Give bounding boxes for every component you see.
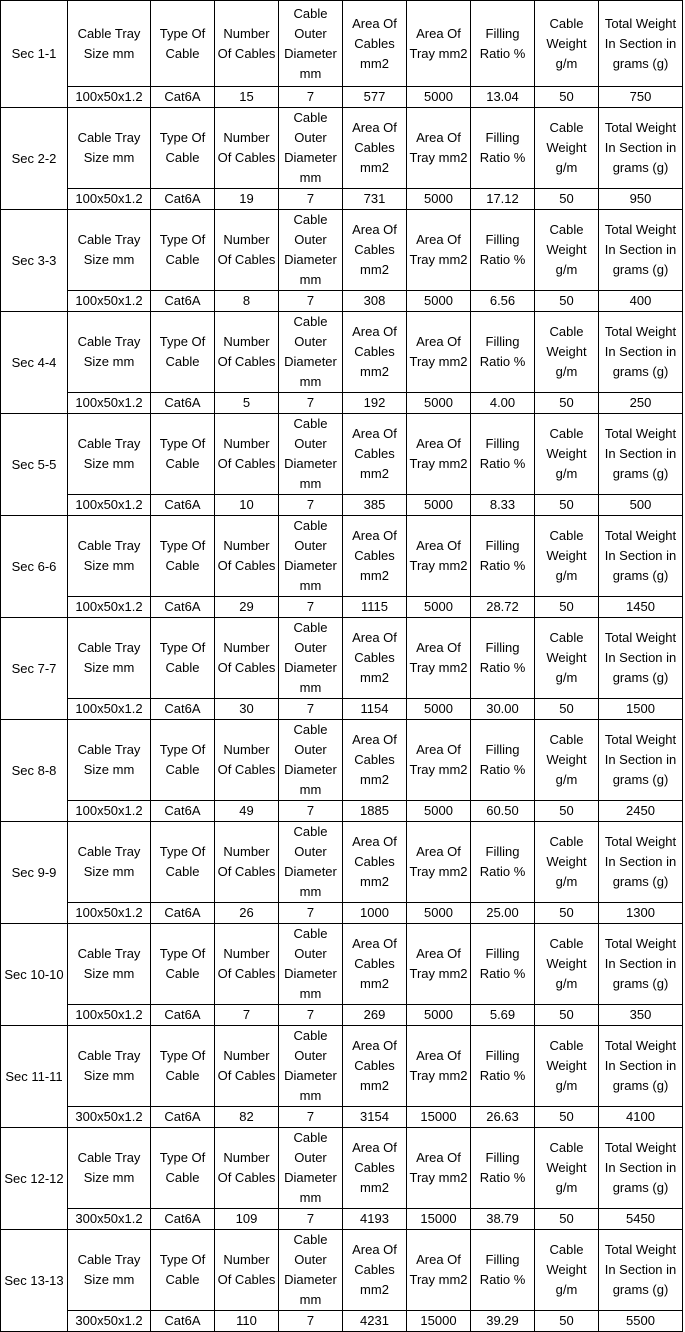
header-filling-ratio: Filling Ratio % [471, 516, 535, 597]
value-outer-diameter: 7 [279, 87, 343, 108]
section-value-row [1, 393, 683, 414]
value-cables-area: 1000 [343, 903, 407, 924]
value-tray-area: 5000 [407, 291, 471, 312]
section-header-row [1, 618, 683, 699]
value-outer-diameter: 7 [279, 189, 343, 210]
section-value-row [1, 189, 683, 210]
header-cable-weight: Cable Weight g/m [535, 924, 599, 1005]
value-cable-count: 5 [215, 393, 279, 414]
value-cable-weight: 50 [535, 291, 599, 312]
value-filling-ratio: 26.63 [471, 1107, 535, 1128]
value-cable-type: Cat6A [151, 87, 215, 108]
header-tray-size: Cable Tray Size mm [68, 720, 151, 801]
section-label: Sec 11-11 [1, 1026, 68, 1128]
value-cables-area: 192 [343, 393, 407, 414]
header-tray-size: Cable Tray Size mm [68, 516, 151, 597]
header-total-weight: Total Weight In Section in grams (g) [599, 720, 683, 801]
value-filling-ratio: 30.00 [471, 699, 535, 720]
header-filling-ratio: Filling Ratio % [471, 108, 535, 189]
value-cable-type: Cat6A [151, 495, 215, 516]
header-cable-type: Type Of Cable [151, 618, 215, 699]
value-tray-area: 5000 [407, 393, 471, 414]
header-cable-count: Number Of Cables [215, 1230, 279, 1311]
value-total-weight: 750 [599, 87, 683, 108]
value-tray-size: 100x50x1.2 [68, 495, 151, 516]
value-cables-area: 1885 [343, 801, 407, 822]
value-outer-diameter: 7 [279, 597, 343, 618]
header-outer-diameter: Cable Outer Diameter mm [279, 618, 343, 699]
value-cable-count: 82 [215, 1107, 279, 1128]
header-tray-size: Cable Tray Size mm [68, 414, 151, 495]
header-total-weight: Total Weight In Section in grams (g) [599, 1, 683, 87]
value-tray-area: 5000 [407, 189, 471, 210]
header-cables-area: Area Of Cables mm2 [343, 618, 407, 699]
value-outer-diameter: 7 [279, 1107, 343, 1128]
header-cables-area: Area Of Cables mm2 [343, 822, 407, 903]
value-filling-ratio: 60.50 [471, 801, 535, 822]
header-cable-weight: Cable Weight g/m [535, 312, 599, 393]
header-cable-count: Number Of Cables [215, 618, 279, 699]
value-cable-weight: 50 [535, 699, 599, 720]
value-cables-area: 731 [343, 189, 407, 210]
header-outer-diameter: Cable Outer Diameter mm [279, 1128, 343, 1209]
header-tray-area: Area Of Tray mm2 [407, 312, 471, 393]
header-cable-weight: Cable Weight g/m [535, 1230, 599, 1311]
header-tray-area: Area Of Tray mm2 [407, 1, 471, 87]
section-header-row [1, 108, 683, 189]
header-cable-weight: Cable Weight g/m [535, 210, 599, 291]
value-total-weight: 400 [599, 291, 683, 312]
value-cable-count: 30 [215, 699, 279, 720]
value-cable-type: Cat6A [151, 291, 215, 312]
value-tray-area: 5000 [407, 1005, 471, 1026]
header-total-weight: Total Weight In Section in grams (g) [599, 924, 683, 1005]
value-cables-area: 4231 [343, 1311, 407, 1332]
value-cable-type: Cat6A [151, 1107, 215, 1128]
value-outer-diameter: 7 [279, 1209, 343, 1230]
section-value-row [1, 699, 683, 720]
header-cables-area: Area Of Cables mm2 [343, 720, 407, 801]
value-cable-weight: 50 [535, 189, 599, 210]
value-filling-ratio: 28.72 [471, 597, 535, 618]
header-filling-ratio: Filling Ratio % [471, 822, 535, 903]
header-total-weight: Total Weight In Section in grams (g) [599, 1128, 683, 1209]
value-cable-count: 15 [215, 87, 279, 108]
value-tray-area: 5000 [407, 903, 471, 924]
header-cable-count: Number Of Cables [215, 1026, 279, 1107]
value-tray-size: 300x50x1.2 [68, 1311, 151, 1332]
header-cables-area: Area Of Cables mm2 [343, 414, 407, 495]
header-cable-count: Number Of Cables [215, 822, 279, 903]
header-filling-ratio: Filling Ratio % [471, 924, 535, 1005]
header-tray-area: Area Of Tray mm2 [407, 1026, 471, 1107]
header-cable-weight: Cable Weight g/m [535, 1026, 599, 1107]
header-total-weight: Total Weight In Section in grams (g) [599, 516, 683, 597]
header-outer-diameter: Cable Outer Diameter mm [279, 1230, 343, 1311]
section-header-row [1, 1026, 683, 1107]
value-cable-type: Cat6A [151, 699, 215, 720]
section-label: Sec 2-2 [1, 108, 68, 210]
value-total-weight: 1500 [599, 699, 683, 720]
header-outer-diameter: Cable Outer Diameter mm [279, 720, 343, 801]
value-cable-type: Cat6A [151, 1209, 215, 1230]
section-label: Sec 10-10 [1, 924, 68, 1026]
value-outer-diameter: 7 [279, 903, 343, 924]
header-outer-diameter: Cable Outer Diameter mm [279, 108, 343, 189]
header-tray-size: Cable Tray Size mm [68, 1026, 151, 1107]
value-cables-area: 4193 [343, 1209, 407, 1230]
header-total-weight: Total Weight In Section in grams (g) [599, 1026, 683, 1107]
section-value-row [1, 1209, 683, 1230]
header-cable-count: Number Of Cables [215, 414, 279, 495]
value-tray-area: 15000 [407, 1311, 471, 1332]
header-cable-type: Type Of Cable [151, 516, 215, 597]
header-cables-area: Area Of Cables mm2 [343, 1230, 407, 1311]
header-total-weight: Total Weight In Section in grams (g) [599, 822, 683, 903]
value-outer-diameter: 7 [279, 1311, 343, 1332]
value-tray-size: 100x50x1.2 [68, 597, 151, 618]
value-filling-ratio: 13.04 [471, 87, 535, 108]
header-tray-area: Area Of Tray mm2 [407, 618, 471, 699]
header-cable-weight: Cable Weight g/m [535, 618, 599, 699]
section-header-row [1, 210, 683, 291]
header-cables-area: Area Of Cables mm2 [343, 1128, 407, 1209]
header-filling-ratio: Filling Ratio % [471, 1026, 535, 1107]
value-outer-diameter: 7 [279, 495, 343, 516]
section-header-row [1, 1128, 683, 1209]
header-tray-area: Area Of Tray mm2 [407, 108, 471, 189]
section-header-row [1, 516, 683, 597]
section-label: Sec 12-12 [1, 1128, 68, 1230]
header-cable-count: Number Of Cables [215, 312, 279, 393]
value-tray-area: 5000 [407, 699, 471, 720]
header-outer-diameter: Cable Outer Diameter mm [279, 1026, 343, 1107]
header-cable-weight: Cable Weight g/m [535, 822, 599, 903]
section-header-row [1, 1, 683, 87]
header-total-weight: Total Weight In Section in grams (g) [599, 1230, 683, 1311]
value-cables-area: 3154 [343, 1107, 407, 1128]
value-cable-count: 26 [215, 903, 279, 924]
value-tray-area: 5000 [407, 597, 471, 618]
value-total-weight: 950 [599, 189, 683, 210]
section-value-row [1, 87, 683, 108]
value-cable-type: Cat6A [151, 1005, 215, 1026]
header-cable-type: Type Of Cable [151, 312, 215, 393]
header-cable-count: Number Of Cables [215, 1, 279, 87]
header-cable-weight: Cable Weight g/m [535, 1128, 599, 1209]
value-total-weight: 500 [599, 495, 683, 516]
value-tray-size: 100x50x1.2 [68, 291, 151, 312]
value-outer-diameter: 7 [279, 699, 343, 720]
header-cable-type: Type Of Cable [151, 1128, 215, 1209]
value-filling-ratio: 38.79 [471, 1209, 535, 1230]
section-header-row [1, 822, 683, 903]
header-filling-ratio: Filling Ratio % [471, 618, 535, 699]
header-cable-type: Type Of Cable [151, 108, 215, 189]
value-cable-weight: 50 [535, 801, 599, 822]
header-tray-size: Cable Tray Size mm [68, 210, 151, 291]
value-cable-weight: 50 [535, 87, 599, 108]
section-value-row [1, 597, 683, 618]
header-cable-type: Type Of Cable [151, 414, 215, 495]
value-cable-weight: 50 [535, 1107, 599, 1128]
header-cable-count: Number Of Cables [215, 108, 279, 189]
header-cable-weight: Cable Weight g/m [535, 516, 599, 597]
header-cables-area: Area Of Cables mm2 [343, 924, 407, 1005]
header-cable-count: Number Of Cables [215, 516, 279, 597]
value-cable-count: 110 [215, 1311, 279, 1332]
header-cable-type: Type Of Cable [151, 1, 215, 87]
section-label: Sec 4-4 [1, 312, 68, 414]
section-label: Sec 6-6 [1, 516, 68, 618]
header-filling-ratio: Filling Ratio % [471, 414, 535, 495]
value-tray-size: 100x50x1.2 [68, 393, 151, 414]
header-cable-weight: Cable Weight g/m [535, 720, 599, 801]
header-outer-diameter: Cable Outer Diameter mm [279, 210, 343, 291]
value-tray-size: 300x50x1.2 [68, 1107, 151, 1128]
header-outer-diameter: Cable Outer Diameter mm [279, 1, 343, 87]
value-cable-weight: 50 [535, 1311, 599, 1332]
value-total-weight: 5500 [599, 1311, 683, 1332]
value-tray-size: 300x50x1.2 [68, 1209, 151, 1230]
section-header-row [1, 1230, 683, 1311]
value-cables-area: 577 [343, 87, 407, 108]
section-label: Sec 9-9 [1, 822, 68, 924]
section-value-row [1, 1107, 683, 1128]
value-filling-ratio: 4.00 [471, 393, 535, 414]
value-cable-type: Cat6A [151, 597, 215, 618]
header-tray-size: Cable Tray Size mm [68, 1128, 151, 1209]
value-cable-weight: 50 [535, 1209, 599, 1230]
header-cables-area: Area Of Cables mm2 [343, 1, 407, 87]
value-filling-ratio: 25.00 [471, 903, 535, 924]
value-tray-size: 100x50x1.2 [68, 801, 151, 822]
value-cables-area: 1115 [343, 597, 407, 618]
value-outer-diameter: 7 [279, 393, 343, 414]
header-tray-area: Area Of Tray mm2 [407, 720, 471, 801]
header-cable-count: Number Of Cables [215, 1128, 279, 1209]
header-tray-area: Area Of Tray mm2 [407, 1128, 471, 1209]
header-tray-area: Area Of Tray mm2 [407, 924, 471, 1005]
value-filling-ratio: 17.12 [471, 189, 535, 210]
header-cable-type: Type Of Cable [151, 210, 215, 291]
section-header-row [1, 720, 683, 801]
value-outer-diameter: 7 [279, 801, 343, 822]
value-cable-weight: 50 [535, 1005, 599, 1026]
header-tray-size: Cable Tray Size mm [68, 822, 151, 903]
value-cable-weight: 50 [535, 495, 599, 516]
section-header-row [1, 414, 683, 495]
header-outer-diameter: Cable Outer Diameter mm [279, 312, 343, 393]
header-cables-area: Area Of Cables mm2 [343, 210, 407, 291]
section-label: Sec 1-1 [1, 1, 68, 108]
value-cable-count: 8 [215, 291, 279, 312]
header-tray-area: Area Of Tray mm2 [407, 516, 471, 597]
header-filling-ratio: Filling Ratio % [471, 720, 535, 801]
value-cables-area: 269 [343, 1005, 407, 1026]
header-total-weight: Total Weight In Section in grams (g) [599, 210, 683, 291]
value-cable-count: 7 [215, 1005, 279, 1026]
header-tray-size: Cable Tray Size mm [68, 1230, 151, 1311]
value-tray-size: 100x50x1.2 [68, 699, 151, 720]
header-cable-weight: Cable Weight g/m [535, 108, 599, 189]
header-tray-area: Area Of Tray mm2 [407, 822, 471, 903]
value-outer-diameter: 7 [279, 291, 343, 312]
section-header-row [1, 924, 683, 1005]
header-filling-ratio: Filling Ratio % [471, 1, 535, 87]
section-label: Sec 3-3 [1, 210, 68, 312]
header-cable-count: Number Of Cables [215, 210, 279, 291]
header-cable-count: Number Of Cables [215, 720, 279, 801]
section-label: Sec 7-7 [1, 618, 68, 720]
header-total-weight: Total Weight In Section in grams (g) [599, 108, 683, 189]
value-tray-area: 15000 [407, 1107, 471, 1128]
section-label: Sec 8-8 [1, 720, 68, 822]
header-cable-count: Number Of Cables [215, 924, 279, 1005]
header-outer-diameter: Cable Outer Diameter mm [279, 822, 343, 903]
header-cable-type: Type Of Cable [151, 720, 215, 801]
header-outer-diameter: Cable Outer Diameter mm [279, 924, 343, 1005]
header-cables-area: Area Of Cables mm2 [343, 1026, 407, 1107]
value-outer-diameter: 7 [279, 1005, 343, 1026]
value-tray-size: 100x50x1.2 [68, 903, 151, 924]
value-cable-type: Cat6A [151, 189, 215, 210]
value-tray-area: 5000 [407, 495, 471, 516]
value-total-weight: 4100 [599, 1107, 683, 1128]
value-tray-size: 100x50x1.2 [68, 189, 151, 210]
value-cable-type: Cat6A [151, 1311, 215, 1332]
header-outer-diameter: Cable Outer Diameter mm [279, 516, 343, 597]
header-cable-type: Type Of Cable [151, 1230, 215, 1311]
value-total-weight: 2450 [599, 801, 683, 822]
value-cable-count: 49 [215, 801, 279, 822]
value-cable-weight: 50 [535, 597, 599, 618]
value-total-weight: 5450 [599, 1209, 683, 1230]
section-value-row [1, 495, 683, 516]
value-cable-type: Cat6A [151, 801, 215, 822]
value-total-weight: 1450 [599, 597, 683, 618]
header-cables-area: Area Of Cables mm2 [343, 108, 407, 189]
header-tray-size: Cable Tray Size mm [68, 1, 151, 87]
header-filling-ratio: Filling Ratio % [471, 1230, 535, 1311]
header-cable-type: Type Of Cable [151, 1026, 215, 1107]
header-total-weight: Total Weight In Section in grams (g) [599, 312, 683, 393]
section-value-row [1, 1311, 683, 1332]
section-label: Sec 5-5 [1, 414, 68, 516]
value-cables-area: 385 [343, 495, 407, 516]
header-tray-size: Cable Tray Size mm [68, 924, 151, 1005]
header-cable-weight: Cable Weight g/m [535, 1, 599, 87]
header-tray-area: Area Of Tray mm2 [407, 210, 471, 291]
header-tray-area: Area Of Tray mm2 [407, 414, 471, 495]
value-filling-ratio: 39.29 [471, 1311, 535, 1332]
value-cables-area: 308 [343, 291, 407, 312]
header-filling-ratio: Filling Ratio % [471, 312, 535, 393]
value-total-weight: 350 [599, 1005, 683, 1026]
value-cable-count: 10 [215, 495, 279, 516]
value-filling-ratio: 8.33 [471, 495, 535, 516]
value-tray-area: 15000 [407, 1209, 471, 1230]
header-cable-type: Type Of Cable [151, 822, 215, 903]
header-cables-area: Area Of Cables mm2 [343, 312, 407, 393]
header-total-weight: Total Weight In Section in grams (g) [599, 414, 683, 495]
section-label: Sec 13-13 [1, 1230, 68, 1332]
value-cable-type: Cat6A [151, 393, 215, 414]
section-value-row [1, 291, 683, 312]
value-total-weight: 1300 [599, 903, 683, 924]
header-tray-size: Cable Tray Size mm [68, 108, 151, 189]
value-cable-count: 19 [215, 189, 279, 210]
header-tray-size: Cable Tray Size mm [68, 618, 151, 699]
header-cable-weight: Cable Weight g/m [535, 414, 599, 495]
section-value-row [1, 903, 683, 924]
header-total-weight: Total Weight In Section in grams (g) [599, 618, 683, 699]
value-cables-area: 1154 [343, 699, 407, 720]
header-cables-area: Area Of Cables mm2 [343, 516, 407, 597]
value-tray-size: 100x50x1.2 [68, 87, 151, 108]
value-cable-weight: 50 [535, 903, 599, 924]
value-filling-ratio: 6.56 [471, 291, 535, 312]
header-filling-ratio: Filling Ratio % [471, 210, 535, 291]
header-tray-area: Area Of Tray mm2 [407, 1230, 471, 1311]
section-value-row [1, 801, 683, 822]
header-tray-size: Cable Tray Size mm [68, 312, 151, 393]
section-value-row [1, 1005, 683, 1026]
header-outer-diameter: Cable Outer Diameter mm [279, 414, 343, 495]
value-tray-area: 5000 [407, 87, 471, 108]
value-cable-type: Cat6A [151, 903, 215, 924]
value-total-weight: 250 [599, 393, 683, 414]
value-cable-weight: 50 [535, 393, 599, 414]
value-tray-size: 100x50x1.2 [68, 1005, 151, 1026]
value-filling-ratio: 5.69 [471, 1005, 535, 1026]
value-tray-area: 5000 [407, 801, 471, 822]
section-header-row [1, 312, 683, 393]
value-cable-count: 109 [215, 1209, 279, 1230]
header-filling-ratio: Filling Ratio % [471, 1128, 535, 1209]
header-cable-type: Type Of Cable [151, 924, 215, 1005]
value-cable-count: 29 [215, 597, 279, 618]
